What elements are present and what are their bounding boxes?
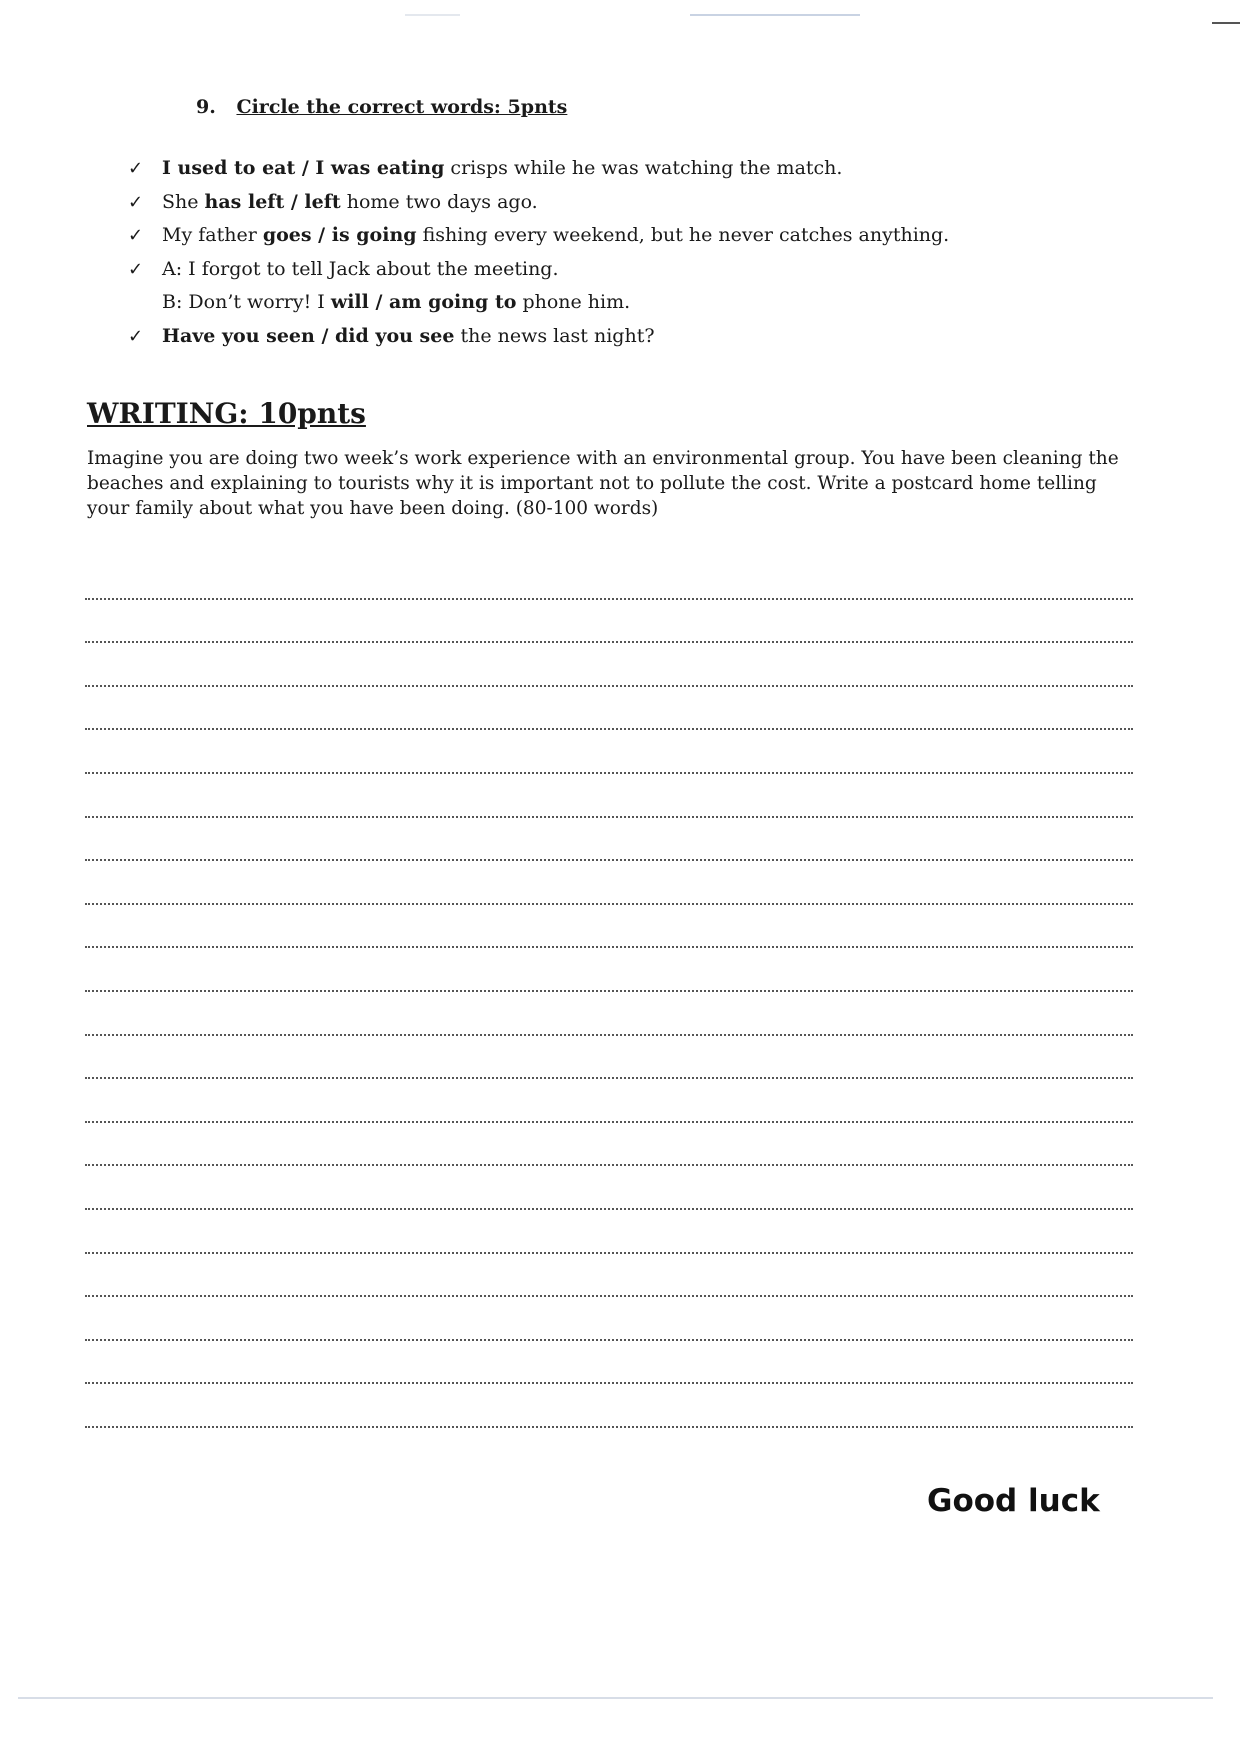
word-choice: goes / is going bbox=[262, 224, 417, 246]
answer-line[interactable] bbox=[85, 905, 1133, 949]
checkmark-icon: ✓ bbox=[128, 325, 144, 347]
answer-line[interactable] bbox=[85, 1166, 1133, 1210]
answer-line[interactable] bbox=[85, 948, 1133, 992]
exercise-item-4b: B: Don’t worry! I will / am going to phone him. bbox=[162, 291, 631, 313]
word-choice: I used to eat / I was eating bbox=[162, 157, 445, 179]
answer-line[interactable] bbox=[85, 643, 1133, 687]
scan-artifact-bottom bbox=[18, 1697, 1213, 1699]
exercise-item-4a: ✓ A: I forgot to tell Jack about the meeting. bbox=[124, 253, 949, 287]
checkmark-icon: ✓ bbox=[128, 191, 144, 213]
answer-line[interactable] bbox=[85, 1210, 1133, 1254]
answer-line[interactable] bbox=[85, 1123, 1133, 1167]
answer-lines[interactable] bbox=[85, 556, 1133, 1428]
scan-artifact-top-right bbox=[1212, 22, 1240, 24]
answer-line[interactable] bbox=[85, 861, 1133, 905]
answer-line[interactable] bbox=[85, 1341, 1133, 1385]
exercise-item-2: ✓ She has left / left home two days ago. bbox=[124, 186, 949, 220]
answer-line[interactable] bbox=[85, 992, 1133, 1036]
word-choice: Have you seen / did you see bbox=[162, 324, 455, 347]
word-choice: will / am going to bbox=[330, 291, 517, 313]
checkmark-icon: ✓ bbox=[128, 258, 144, 280]
writing-prompt: Imagine you are doing two week’s work experience with an environmental group. You have been cleaning the beaches and explaining to tourists why it is important not to pollute the cost. Write a postcard home telling your family about what you have been doing. (80-100 words) bbox=[87, 448, 1119, 519]
checkmark-icon: ✓ bbox=[128, 158, 144, 179]
question-heading bbox=[196, 96, 567, 118]
answer-line[interactable] bbox=[85, 1036, 1133, 1080]
answer-line[interactable] bbox=[85, 730, 1133, 774]
answer-line[interactable] bbox=[85, 556, 1133, 600]
answer-line[interactable] bbox=[85, 600, 1133, 644]
answer-line[interactable] bbox=[85, 774, 1133, 818]
scan-artifact-top-left bbox=[405, 14, 460, 16]
scan-artifact-top-center bbox=[690, 14, 860, 16]
closing-text: Good luck bbox=[927, 1483, 1100, 1519]
exercise-list bbox=[124, 152, 949, 353]
answer-line[interactable] bbox=[85, 1384, 1133, 1428]
answer-line[interactable] bbox=[85, 1079, 1133, 1123]
word-choice: has left / left bbox=[204, 190, 341, 213]
question-number: 9. bbox=[196, 96, 216, 118]
question-title: Circle the correct words: 5pnts bbox=[236, 96, 568, 118]
answer-line[interactable] bbox=[85, 818, 1133, 862]
exercise-item-3: ✓ My father goes / is going fishing every weekend, but he never catches anything. bbox=[124, 219, 949, 253]
exercise-item-5: ✓ Have you seen / did you see the news last night? bbox=[124, 320, 949, 354]
exercise-item-1: ✓ I used to eat / I was eating crisps while he was watching the match. bbox=[124, 152, 949, 186]
answer-line[interactable] bbox=[85, 1297, 1133, 1341]
answer-line[interactable] bbox=[85, 687, 1133, 731]
checkmark-icon: ✓ bbox=[128, 225, 144, 246]
answer-line[interactable] bbox=[85, 1254, 1133, 1298]
writing-heading: WRITING: 10pnts bbox=[87, 397, 366, 430]
